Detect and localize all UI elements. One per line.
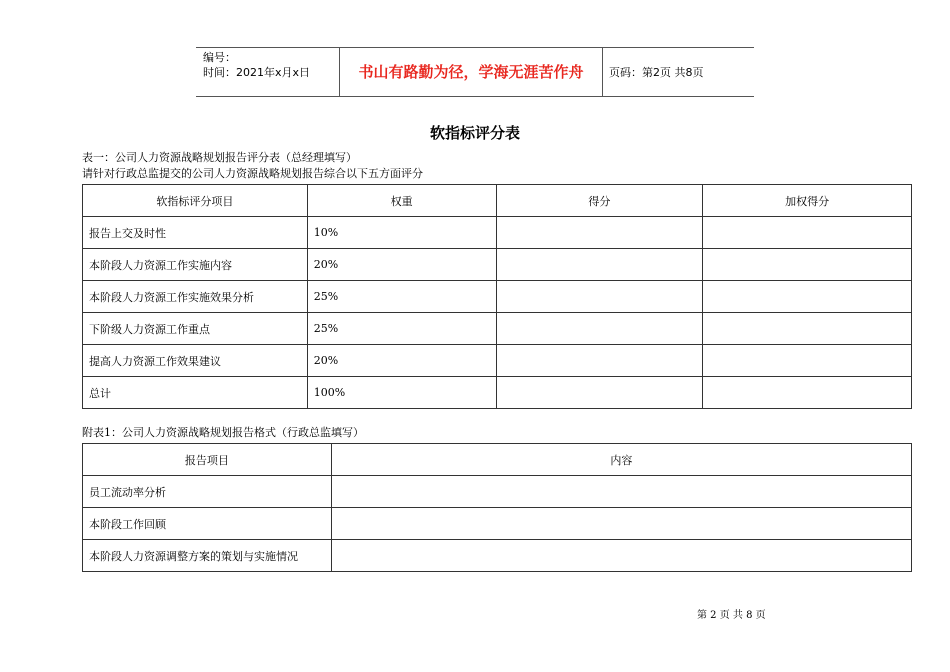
- header-motto: 书山有路勤为径，学海无涯苦作舟: [358, 63, 584, 81]
- weighted-score-cell[interactable]: [703, 313, 912, 345]
- table-header-cell: 加权得分: [703, 185, 912, 217]
- content-cell[interactable]: [331, 540, 911, 572]
- report-item-cell: 本阶段工作回顾: [83, 508, 332, 540]
- table-header-cell: 内容: [331, 444, 911, 476]
- table-header-cell: 报告项目: [83, 444, 332, 476]
- weight-cell: 25%: [307, 281, 496, 313]
- content-cell[interactable]: [331, 476, 911, 508]
- header-left-block: [203, 50, 310, 80]
- item-cell: 下阶级人力资源工作重点: [83, 313, 308, 345]
- table2-caption: 附表1：公司人力资源战略规划报告格式（行政总监填写）: [82, 426, 364, 439]
- table-header-cell: 得分: [496, 185, 703, 217]
- header-bottom-rule: [196, 96, 754, 97]
- total-score-cell[interactable]: [496, 377, 703, 409]
- table-header-cell: 权重: [307, 185, 496, 217]
- report-format-table: [82, 443, 912, 572]
- item-cell: 报告上交及时性: [83, 217, 308, 249]
- table-row: [83, 345, 912, 377]
- report-item-cell: 本阶段人力资源调整方案的策划与实施情况: [83, 540, 332, 572]
- page-title: 软指标评分表: [429, 124, 520, 142]
- table1-caption: 表一：公司人力资源战略规划报告评分表（总经理填写）: [82, 151, 357, 164]
- weight-cell: 25%: [307, 313, 496, 345]
- content-cell[interactable]: [331, 508, 911, 540]
- table-row: [83, 476, 912, 508]
- total-weighted-score-cell[interactable]: [703, 377, 912, 409]
- weighted-score-cell[interactable]: [703, 281, 912, 313]
- table-header-row: [83, 444, 912, 476]
- score-cell[interactable]: [496, 249, 703, 281]
- score-table: [82, 184, 912, 409]
- score-cell[interactable]: [496, 313, 703, 345]
- score-cell[interactable]: [496, 281, 703, 313]
- time-line: 时间：2021年x月x日: [203, 66, 311, 79]
- weighted-score-cell[interactable]: [703, 249, 912, 281]
- table-header-cell: 软指标评分项目: [83, 185, 308, 217]
- weight-cell: 20%: [307, 249, 496, 281]
- table1-instruction: 请针对行政总监提交的公司人力资源战略规划报告综合以下五方面评分: [82, 167, 423, 180]
- serial-label: 编号：: [203, 51, 236, 64]
- score-cell[interactable]: [496, 345, 703, 377]
- table-row: [83, 249, 912, 281]
- table-header-row: [83, 185, 912, 217]
- report-item-cell: 员工流动率分析: [83, 476, 332, 508]
- weight-cell: 20%: [307, 345, 496, 377]
- table-row: [83, 313, 912, 345]
- score-cell[interactable]: [496, 217, 703, 249]
- item-cell: 本阶段人力资源工作实施内容: [83, 249, 308, 281]
- table-row: [83, 508, 912, 540]
- weighted-score-cell[interactable]: [703, 217, 912, 249]
- total-label-cell: 总计: [83, 377, 308, 409]
- weight-cell: 10%: [307, 217, 496, 249]
- header-divider-right: [602, 47, 603, 96]
- weighted-score-cell[interactable]: [703, 345, 912, 377]
- table-row: [83, 281, 912, 313]
- total-weight-cell: 100%: [307, 377, 496, 409]
- header-page-info: 页码：第2页 共8页: [609, 66, 704, 79]
- page-footer: 第 2 页 共 8 页: [697, 610, 766, 621]
- item-cell: 本阶段人力资源工作实施效果分析: [83, 281, 308, 313]
- table-row: [83, 540, 912, 572]
- table-row: [83, 217, 912, 249]
- table-total-row: [83, 377, 912, 409]
- item-cell: 提高人力资源工作效果建议: [83, 345, 308, 377]
